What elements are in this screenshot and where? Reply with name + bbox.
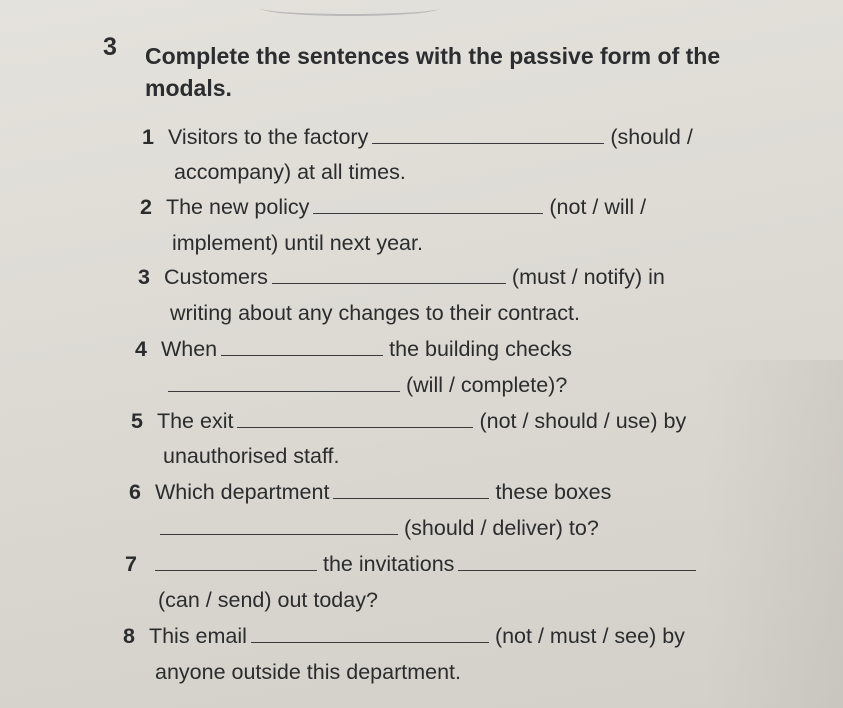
item-hint: (not / must / see) by — [494, 624, 685, 648]
item-hint: the invitations — [322, 552, 455, 576]
item-2-line-1 — [140, 193, 646, 221]
item-text: This email — [148, 624, 247, 648]
item-8-line-1 — [123, 622, 685, 650]
answer-blank[interactable] — [160, 516, 398, 535]
item-1-line-2: accompany) at all times. — [174, 160, 406, 184]
item-hint: (not / will / — [549, 195, 647, 219]
answer-blank[interactable] — [333, 480, 489, 499]
item-text: When — [160, 337, 218, 361]
answer-blank[interactable] — [313, 195, 543, 214]
exercise-instruction: Complete the sentences with the passive form of the modals. — [145, 43, 721, 101]
item-number: 3 — [138, 265, 150, 289]
item-hint: (will / complete)? — [406, 373, 568, 397]
item-text: Customers — [163, 265, 268, 289]
item-6-line-1 — [129, 478, 611, 506]
item-text: The new policy — [165, 195, 310, 219]
item-hint: (not / should / use) by — [479, 409, 687, 433]
answer-blank[interactable] — [221, 337, 383, 356]
item-number: 7 — [125, 552, 137, 576]
item-text: Which department — [154, 480, 330, 504]
answer-blank[interactable] — [251, 624, 489, 643]
item-5-line-2: unauthorised staff. — [163, 444, 340, 468]
item-7-line-2: (can / send) out today? — [158, 588, 378, 612]
item-2-line-2: implement) until next year. — [172, 231, 423, 255]
answer-blank[interactable] — [272, 265, 506, 284]
item-text: Visitors to the factory — [167, 125, 369, 149]
item-number: 5 — [131, 409, 143, 433]
item-number: 2 — [140, 195, 152, 219]
item-6-line-2 — [160, 514, 599, 542]
page-shadow — [703, 360, 843, 708]
item-number: 4 — [135, 337, 147, 361]
item-number: 8 — [123, 624, 135, 648]
item-hint: (must / notify) in — [511, 265, 665, 289]
item-hint: these boxes — [495, 480, 612, 504]
answer-blank[interactable] — [372, 125, 604, 144]
item-3-line-2: writing about any changes to their contract. — [170, 301, 580, 325]
item-text: The exit — [156, 409, 234, 433]
page-edge-mark — [260, 0, 440, 16]
exercise-number: 3 — [103, 33, 117, 61]
item-8-line-2: anyone outside this department. — [155, 660, 461, 684]
item-hint: (should / — [610, 125, 693, 149]
answer-blank[interactable] — [168, 373, 400, 392]
item-hint: (should / deliver) to? — [404, 516, 599, 540]
item-hint: the building checks — [389, 337, 573, 361]
item-number: 6 — [129, 480, 141, 504]
item-4-line-2 — [168, 371, 567, 399]
item-3-line-1 — [138, 263, 665, 291]
item-5-line-1 — [131, 407, 686, 435]
item-4-line-1 — [135, 335, 572, 363]
answer-blank[interactable] — [155, 552, 317, 571]
answer-blank[interactable] — [458, 552, 696, 571]
item-1-line-1 — [142, 123, 693, 151]
item-7-line-1 — [125, 550, 702, 578]
item-number: 1 — [142, 125, 154, 149]
answer-blank[interactable] — [237, 409, 473, 428]
